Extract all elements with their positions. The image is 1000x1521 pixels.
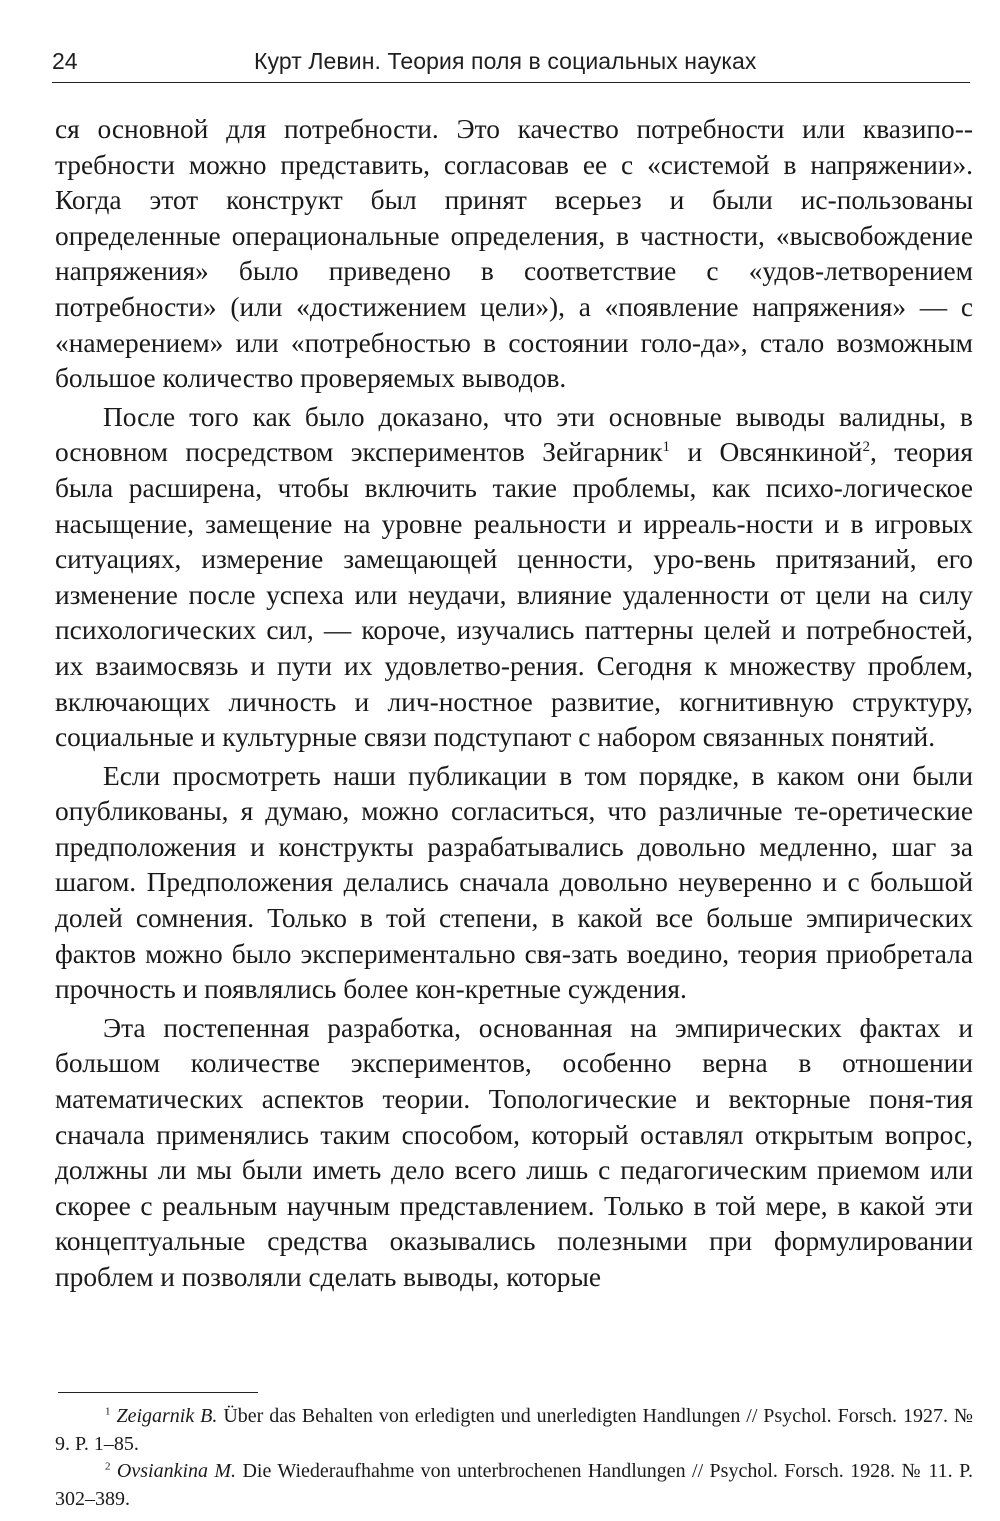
paragraph-2 [55, 400, 973, 756]
footnote-rule [58, 1392, 258, 1393]
paragraph-2-part-a: После того как было доказано, что эти основные выводы валидны, в основном посредством экспериментов Зейгарник [55, 401, 973, 468]
paragraph-2-part-c: , теория была расширена, чтобы включить такие проблемы, как психо-логическое насыщение, замещение на уровне реальности и ирреаль-ности и в игровых ситуациях, измерение замещающей ценности, уро-вень притязаний, его изменение после успеха или неудачи, влияние удаленности от цели на силу психологических сил, — короче, изучались паттерны целей и потребностей, их взаимосвязь и пути их удовлетво-рения. Сегодня к множеству проблем, включающих личность и лич-ностное развитие, когнитивную структуру, социальные и культурные связи подступают с набором связанных понятий. [55, 437, 973, 753]
paragraph-3: Если просмотреть наши публикации в том порядке, в каком они были опубликованы, я думаю, можно согласиться, что различные те-оретические предположения и конструкты разрабатывались довольно медленно, шаг за шагом. Предположения делались сначала довольно неуверенно и с большой долей сомнения. Только в той степени, в какой все больше эмпирических фактов можно было экспериментально свя-зать воедино, теория приобретала прочность и появлялись более кон-кретные суждения. [55, 760, 973, 1005]
footnote-2-author: Ovsiankina M. [116, 1460, 237, 1482]
footnote-1 [55, 1403, 973, 1458]
paragraph-4: Эта постепенная разработка, основанная на эмпирических фактах и большом количестве экспериментов, особенно верна в отношении математических аспектов теории. Топологические и векторные поня-тия сначала применялись таким способом, который оставлял открытым вопрос, должны ли мы были иметь дело всего лишь с педагогическим приемом или скорее с реальным научным представлением. Только в той мере, в какой эти концептуальные средства оказывались полезными при формулировании проблем и позволяли сделать выводы, которые [55, 1012, 973, 1292]
running-head [52, 42, 972, 82]
paragraph-2-part-b: и Овсянкиной [670, 437, 863, 468]
main-text [55, 112, 973, 1296]
footnotes [55, 1403, 973, 1513]
footnote-1-author: Zeigarnik B. [116, 1405, 218, 1427]
footnote-1-text: Über das Behalten von erledigten und unerledigten Handlungen // Psychol. Forsch. 1927. № 9. P. 1–85. [55, 1405, 973, 1455]
footnote-2-marker: 2 [105, 1460, 111, 1473]
page-number: 24 [52, 48, 78, 74]
footnote-ref-1: 1 [662, 439, 671, 456]
footnote-2 [55, 1458, 973, 1513]
running-title: Курт Левин. Теория поля в социальных науках [254, 48, 757, 74]
footnote-1-marker: 1 [105, 1405, 111, 1418]
paragraph-1: ся основной для потребности. Это качество потребности или квазипо-требности можно представить, согласовав ее с «системой в напряжении». Когда этот конструкт был принят всерьез и были ис-пользованы определенные операциональные определения, в частности, «высвобождение напряжения» было приведено в соответствие с «удов-летворением потребности» (или «достижением цели»), а «появление напряжения» — с «намерением» или «потребностью в состоянии голо-да», стало возможным большое количество проверяемых выводов. [55, 114, 973, 394]
footnote-ref-2: 2 [862, 439, 870, 456]
footnote-2-text: Die Wiederaufhahme von unterbrochenen Handlungen // Psychol. Forsch. 1928. № 11. P. 302–389. [55, 1460, 973, 1510]
header-rule [52, 82, 970, 83]
